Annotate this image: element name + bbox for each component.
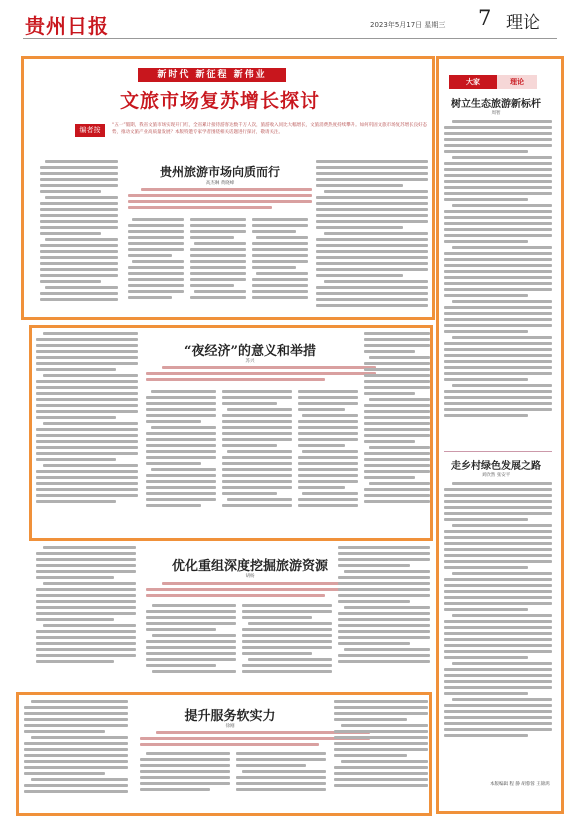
article-a3-col-3 xyxy=(338,546,430,688)
issue-date: 2023年5月17日 星期三 xyxy=(370,21,446,29)
article-a1-intro xyxy=(128,188,312,214)
article-a1-col-1 xyxy=(128,218,184,318)
page-number: 7 xyxy=(478,6,492,30)
article-a1-col-2 xyxy=(190,218,246,318)
article-title-night-economy: “夜经济”的意义和举措 xyxy=(184,344,316,359)
article-a3-col-2 xyxy=(242,604,332,688)
intro-column-text xyxy=(40,160,118,318)
article-byline-service: 徐刚 xyxy=(225,724,235,729)
article-a2-intro xyxy=(146,366,376,386)
article-title-tourism-resources: 优化重组深度挖掘旅游资源 xyxy=(171,559,328,574)
article-a4-col-1 xyxy=(140,752,230,810)
article-a4-col-2 xyxy=(236,752,326,810)
article-a4-col-left xyxy=(24,700,128,810)
sidebar-divider xyxy=(444,451,552,452)
article-title-service: 提升服务软实力 xyxy=(184,709,276,724)
article-a3-col-1 xyxy=(146,604,236,688)
article-a1-col-3 xyxy=(252,218,308,318)
sidebar-article-byline-2: 刘欣然 张安平 xyxy=(481,473,511,478)
article-a2-col-left xyxy=(36,332,138,536)
sidebar-article-2-text xyxy=(444,482,552,778)
article-a2-col-3 xyxy=(298,390,358,536)
editor-credit: 本版编辑 程 静 胡蓉蓉 王锦鸿 xyxy=(490,782,550,787)
article-a2-col-4 xyxy=(364,332,430,536)
header-divider xyxy=(23,38,557,39)
banner-slogan: 新时代 新征程 新伟业 xyxy=(138,68,286,82)
masthead xyxy=(0,0,577,40)
article-byline-night-economy: 苏兴 xyxy=(245,359,255,364)
article-byline-guizhou-tourism: 高杰琳 黄晓峰 xyxy=(205,181,235,186)
article-a4-col-3 xyxy=(334,700,428,810)
article-a2-col-2 xyxy=(222,390,292,536)
page-headline: 文旅市场复苏增长探讨 xyxy=(119,90,320,112)
sidebar-badge-theory: 理论 xyxy=(497,75,537,89)
article-byline-tourism-resources: 胡杨 xyxy=(245,574,255,579)
sidebar-article-byline: 周智 xyxy=(491,111,501,116)
sidebar-badge: 大家 xyxy=(449,75,497,89)
article-a3-col-left xyxy=(36,546,136,688)
article-a2-col-1 xyxy=(146,390,216,536)
article-title-guizhou-tourism: 贵州旅游市场向质而行 xyxy=(159,165,280,179)
editor-note-tag: 编者按 xyxy=(75,124,105,137)
article-a1-col-4 xyxy=(316,160,428,318)
sidebar-article-text xyxy=(444,120,552,450)
sidebar-article-title-2: 走乡村绿色发展之路 xyxy=(451,461,541,472)
newspaper-logo: 贵州日报 xyxy=(25,14,109,38)
sidebar-article-title: 树立生态旅游新标杆 xyxy=(451,99,541,110)
page-section-name: 理论 xyxy=(506,13,540,33)
editor-note-text: “五一”假期，我省文旅市场实现开门红，全省累计接待游客达数千万人次，旅游收入同比大幅增长，文旅消费热度持续攀升。如何巩固文旅市场复苏增长良好态势，推动文旅产业高质量发展？本版特邀专家学者围绕相关话题进行探讨，敬请关注。 xyxy=(112,123,428,135)
